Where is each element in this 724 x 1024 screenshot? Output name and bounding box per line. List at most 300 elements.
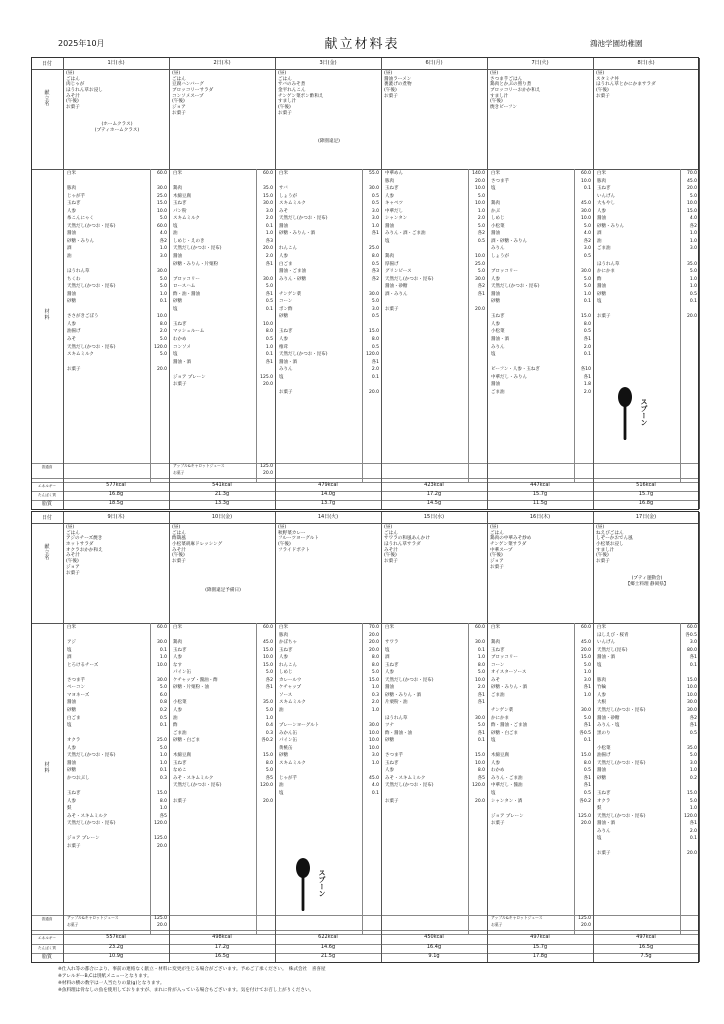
- material-qty: 10.0: [686, 201, 697, 207]
- fat-value: 21.5g: [320, 953, 336, 959]
- material-name: ブロッコリー: [491, 655, 518, 661]
- material-qty: 3.0: [583, 246, 591, 252]
- material-qty: 0.5: [371, 201, 379, 207]
- material-qty: 各10: [580, 367, 591, 373]
- material-qty: 30.0: [368, 723, 379, 729]
- material-name: 竹輪: [597, 685, 606, 691]
- material-qty: 0.8: [159, 700, 167, 706]
- material-name: マヨネーズ: [67, 692, 90, 698]
- material-qty: 30.0: [262, 201, 273, 207]
- material-row: [597, 186, 697, 194]
- material-name: みそ: [491, 677, 500, 683]
- material-qty: 8.0: [477, 768, 485, 774]
- fat-value: 16.8g: [638, 500, 654, 506]
- material-qty: 125.0: [154, 836, 167, 842]
- material-name: 木綿豆腐: [173, 193, 191, 199]
- material-row: [67, 791, 167, 799]
- material-row: [67, 246, 167, 254]
- material-name: 豚肉: [385, 178, 394, 184]
- material-qty: 25.0: [474, 261, 485, 267]
- menu-item: 酢鶏風: [172, 536, 186, 542]
- material-name: 醤油: [597, 284, 606, 290]
- material-row: [279, 284, 379, 292]
- material-row: [279, 292, 379, 300]
- material-name: 砂糖: [385, 738, 394, 744]
- material-qty: 各5: [265, 775, 273, 781]
- material-row: [279, 299, 379, 307]
- menu-list: [384, 71, 486, 99]
- material-name: 砂糖: [491, 299, 500, 305]
- material-name: お菓子: [385, 798, 399, 804]
- material-row: [385, 201, 485, 209]
- material-qty: 15.0: [262, 647, 273, 653]
- material-qty: 60.0: [262, 625, 273, 630]
- material-qty: 25.0: [156, 738, 167, 744]
- material-name: 中華だし: [385, 208, 403, 214]
- material-name: 油: [597, 238, 602, 244]
- material-name: 酒: [385, 655, 390, 661]
- material-row: [67, 640, 167, 648]
- material-qty: 10.0: [156, 314, 167, 320]
- material-row: [279, 231, 379, 239]
- material-name: サワラ: [385, 640, 399, 646]
- material-qty: 1.0: [583, 692, 591, 698]
- material-qty: 10.0: [580, 178, 591, 184]
- material-name: 天然だし(かつお・昆布): [597, 760, 646, 766]
- material-row: [491, 186, 591, 194]
- energy-value: 498kcal: [212, 934, 232, 940]
- material-name: みりん・酒・ごま油: [385, 231, 426, 237]
- material-name: シャンタン: [385, 216, 408, 222]
- material-qty: 0.1: [583, 186, 591, 192]
- material-qty: 5.0: [265, 708, 273, 714]
- menu-item: しぞーかおでん風: [596, 536, 633, 542]
- material-qty: 1.0: [583, 291, 591, 297]
- material-name: 天然だし(かつお・昆布): [385, 677, 434, 683]
- material-row: [67, 345, 167, 353]
- material-qty: 3.0: [371, 753, 379, 759]
- material-row: [67, 655, 167, 663]
- material-name: 天然だし(かつお・昆布): [67, 284, 116, 290]
- material-row: [597, 761, 697, 769]
- protein-value: 23.2g: [108, 944, 124, 950]
- materials-list: [491, 171, 591, 397]
- material-row: [173, 783, 273, 791]
- material-row: [597, 625, 697, 633]
- material-qty: 8.0: [477, 662, 485, 668]
- material-name: 醤油: [279, 223, 288, 229]
- material-row: [491, 390, 591, 398]
- material-name: ほうれん草: [385, 715, 408, 721]
- material-qty: 各1: [583, 775, 591, 781]
- material-qty: 5.0: [159, 284, 167, 290]
- material-row: [67, 738, 167, 746]
- menu-item: ジョア: [66, 564, 80, 570]
- material-name: 黒のり: [597, 730, 611, 736]
- material-qty: 各1: [689, 655, 697, 661]
- snack-qty: 20.0: [262, 471, 273, 476]
- material-qty: 1.0: [159, 760, 167, 766]
- material-qty: 5.0: [477, 723, 485, 729]
- material-name: 醤油・酒: [597, 821, 615, 827]
- material-row: [597, 738, 697, 746]
- material-qty: 3.0: [371, 306, 379, 312]
- material-name: グリンピース: [385, 269, 412, 275]
- material-name: 鶏肉: [173, 186, 182, 192]
- material-name: 糸こんにゃく: [67, 216, 94, 222]
- material-qty: 1.0: [689, 238, 697, 244]
- material-name: みりん・砂糖: [279, 276, 306, 282]
- material-name: スキムミルク: [67, 352, 94, 358]
- material-row: [491, 254, 591, 262]
- spoon-label: スプーン: [640, 398, 648, 426]
- column-divider: [593, 58, 594, 509]
- material-qty: 30.0: [156, 186, 167, 192]
- material-name: 酒: [597, 231, 602, 237]
- material-name: 醤油: [597, 768, 606, 774]
- menu-item: (午後): [278, 105, 291, 111]
- menu-item: お菓子: [596, 559, 610, 565]
- material-name: 人参: [67, 745, 76, 751]
- column-divider: [275, 512, 276, 962]
- material-qty: 30.0: [368, 291, 379, 297]
- material-row: [597, 836, 697, 844]
- fat-value: 10.9g: [108, 953, 124, 959]
- material-name: 人参: [173, 655, 182, 661]
- material-row: [173, 655, 273, 663]
- material-qty: 30.0: [156, 640, 167, 646]
- material-row: [597, 768, 697, 776]
- material-qty: 5.0: [159, 276, 167, 282]
- material-row: [491, 738, 591, 746]
- label-day: 日付: [41, 61, 52, 67]
- snack-name: お菓子: [491, 922, 503, 927]
- material-qty: 8.0: [583, 760, 591, 766]
- menu-item: お菓子: [66, 105, 80, 111]
- material-name: お菓子: [173, 382, 187, 388]
- material-qty: 5.0: [371, 299, 379, 305]
- material-qty: 3.0: [689, 760, 697, 766]
- material-qty: 10.0: [156, 208, 167, 214]
- material-row: [491, 345, 591, 353]
- menu-list: [278, 525, 380, 553]
- label-menu: 献立名: [44, 90, 50, 107]
- day-header: 10日(金): [211, 514, 233, 520]
- menu-item: チンゲン菜サラダ: [490, 542, 527, 548]
- material-qty: 70.0: [686, 171, 697, 176]
- spoon-label: スプーン: [318, 869, 326, 897]
- material-name: ジョア プレーン: [491, 813, 524, 819]
- materials-list: [173, 625, 273, 806]
- material-row: [385, 246, 485, 254]
- material-name: 人参: [385, 670, 394, 676]
- material-row: [597, 700, 697, 708]
- material-name: スキムミルク: [173, 216, 200, 222]
- material-name: さつま芋: [491, 178, 509, 184]
- material-qty: 10.0: [474, 760, 485, 766]
- material-qty: 4.0: [371, 783, 379, 789]
- material-qty: 20.0: [580, 821, 591, 827]
- material-row: [597, 776, 697, 784]
- material-name: 酒: [67, 246, 72, 252]
- material-qty: 2.0: [265, 254, 273, 260]
- menu-item: フライドポテト: [278, 547, 311, 553]
- material-qty: 0.1: [477, 738, 485, 744]
- material-name: スキムミルク: [279, 760, 306, 766]
- material-name: 玉ねぎ: [173, 760, 187, 766]
- material-row: [597, 670, 697, 678]
- material-row: [67, 708, 167, 716]
- material-name: 酒・みりん: [385, 291, 408, 297]
- material-name: 小松菜: [597, 745, 611, 751]
- label-snack: 普通食: [41, 917, 53, 921]
- material-qty: 10.0: [368, 738, 379, 744]
- material-qty: 55.0: [368, 171, 379, 176]
- material-qty: 5.0: [689, 798, 697, 804]
- material-row: [385, 171, 485, 179]
- material-qty: 0.1: [371, 791, 379, 797]
- material-qty: 5.0: [689, 193, 697, 199]
- menu-item: ねえびごはん: [596, 530, 624, 536]
- material-qty: 5.0: [265, 670, 273, 676]
- material-name: 玉ねぎ: [173, 321, 187, 327]
- material-qty: 0.1: [583, 352, 591, 358]
- material-qty: 45.0: [580, 640, 591, 646]
- menu-item: サバのみそ煮: [278, 82, 306, 88]
- material-row: [173, 738, 273, 746]
- material-name: 玉ねぎ: [597, 186, 611, 192]
- material-row: [173, 685, 273, 693]
- material-qty: 10.0: [262, 321, 273, 327]
- material-row: [597, 708, 697, 716]
- material-row: [385, 670, 485, 678]
- menu-item: (昼): [490, 525, 499, 530]
- material-qty: 各0.5: [579, 730, 591, 736]
- material-row: [597, 731, 697, 739]
- material-name: みそ・スキムミルク: [385, 775, 426, 781]
- day-header: 15日(水): [423, 514, 445, 520]
- menu-item: 醤油ラーメン: [384, 76, 412, 82]
- material-row: [597, 791, 697, 799]
- material-qty: 0.1: [159, 768, 167, 774]
- material-name: ベーコン: [67, 685, 85, 691]
- material-name: 醤油: [173, 254, 182, 260]
- material-row: [491, 352, 591, 360]
- material-name: 玉ねぎ: [173, 201, 187, 207]
- material-row: [279, 648, 379, 656]
- menu-item: (降園遠足予備日): [205, 587, 241, 593]
- material-row: [173, 201, 273, 209]
- material-name: なめこ: [173, 768, 187, 774]
- menu-item: (昼): [172, 525, 181, 530]
- snack-qty: 125.0: [154, 916, 167, 921]
- material-row: [385, 179, 485, 187]
- materials-list: [67, 171, 167, 375]
- protein-value: 16.8g: [108, 491, 124, 497]
- material-qty: 各2: [159, 238, 167, 244]
- material-row: [597, 753, 697, 761]
- material-qty: 各1: [583, 337, 591, 343]
- menu-item: 鶏肉の中華みそ炒め: [490, 536, 532, 542]
- material-qty: 0.1: [689, 299, 697, 305]
- material-row: [173, 179, 273, 187]
- material-name: 小松菜: [491, 223, 505, 229]
- menu-item: ごはん: [66, 76, 80, 82]
- material-row: [597, 314, 697, 322]
- menu-item: お菓子: [384, 93, 398, 99]
- material-name: お菓子: [597, 314, 611, 320]
- material-name: カレールウ: [279, 677, 302, 683]
- material-name: 玉ねぎ: [279, 647, 293, 653]
- material-qty: 2.0: [583, 344, 591, 350]
- material-row: [67, 329, 167, 337]
- material-row: [491, 307, 591, 315]
- material-row: [173, 382, 273, 390]
- material-row: [385, 186, 485, 194]
- material-qty: 各1: [477, 730, 485, 736]
- material-name: みそ: [67, 337, 76, 343]
- material-qty: 1.0: [159, 655, 167, 661]
- material-row: [385, 633, 485, 641]
- material-name: 木綿豆腐: [173, 753, 191, 759]
- menu-list: [596, 71, 698, 99]
- material-row: [385, 791, 485, 799]
- snack-qty: 20.0: [580, 923, 591, 928]
- material-row: [67, 693, 167, 701]
- material-row: [279, 783, 379, 791]
- material-qty: 各2: [583, 238, 591, 244]
- material-name: ちくわ: [67, 276, 81, 282]
- material-row: [385, 783, 485, 791]
- material-row: [173, 345, 273, 353]
- material-qty: 140.0: [472, 171, 485, 176]
- material-row: [67, 314, 167, 322]
- material-row: [491, 337, 591, 345]
- material-name: 醤油: [67, 700, 76, 706]
- material-name: 白米: [279, 625, 288, 630]
- material-qty: 2.0: [477, 216, 485, 222]
- row-divider: [32, 478, 698, 479]
- material-row: [597, 201, 697, 209]
- protein-value: 16.5g: [638, 944, 654, 950]
- column-divider: [487, 512, 488, 962]
- material-row: [67, 844, 167, 852]
- menu-item: 焼きビーフン: [490, 105, 517, 111]
- material-row: [173, 314, 273, 322]
- material-row: [173, 716, 273, 724]
- protein-value: 15.7g: [532, 491, 548, 497]
- material-qty: 2.0: [477, 685, 485, 691]
- material-qty: 4.0: [583, 231, 591, 237]
- material-name: 人参: [491, 276, 500, 282]
- menu-item: お菓子: [66, 570, 80, 576]
- week-table-2: [31, 511, 699, 963]
- material-name: しょうが: [279, 193, 297, 199]
- material-name: 小松菜: [173, 700, 187, 706]
- material-name: いんげん: [597, 640, 615, 646]
- material-name: 砂糖: [279, 314, 288, 320]
- menu-list: [490, 525, 592, 571]
- material-qty: 3.0: [689, 246, 697, 252]
- material-row: [491, 269, 591, 277]
- menu-item: 小松菜お浸し: [596, 542, 624, 548]
- material-row: [67, 239, 167, 247]
- material-qty: 35.0: [262, 186, 273, 192]
- material-row: [597, 171, 697, 179]
- material-row: [491, 171, 591, 179]
- material-qty: 1.0: [689, 806, 697, 812]
- fat-value: 7.5g: [640, 953, 652, 959]
- material-name: 醤油: [385, 685, 394, 691]
- menu-item: オクラおかか和え: [66, 547, 103, 553]
- material-row: [491, 179, 591, 187]
- material-row: [597, 799, 697, 807]
- material-qty: 0.5: [265, 299, 273, 305]
- material-name: 玉ねぎ: [173, 647, 187, 653]
- material-row: [491, 314, 591, 322]
- material-name: 塩: [491, 791, 496, 797]
- menu-item: ほうれん草お浸し: [66, 88, 103, 94]
- menu-item: みそ汁: [384, 547, 398, 553]
- material-qty: 120.0: [472, 783, 485, 789]
- material-row: [597, 216, 697, 224]
- material-name: チンゲン菜: [279, 291, 302, 297]
- material-row: [491, 284, 591, 292]
- material-qty: 15.0: [368, 677, 379, 683]
- snack-row: [67, 923, 167, 928]
- material-qty: 各1: [265, 261, 273, 267]
- material-row: [67, 186, 167, 194]
- material-name: ほうれん草: [67, 269, 90, 275]
- material-name: みそ: [279, 208, 288, 214]
- material-name: 椎茸: [279, 344, 288, 350]
- material-name: 酒・砂糖・みりん: [491, 238, 527, 244]
- menu-item: (午後): [596, 88, 609, 94]
- material-row: [279, 337, 379, 345]
- energy-value: 447kcal: [530, 482, 550, 488]
- material-row: [597, 269, 697, 277]
- material-row: [279, 246, 379, 254]
- material-row: [67, 269, 167, 277]
- material-row: [597, 829, 697, 837]
- column-divider: [699, 512, 700, 962]
- material-row: [597, 723, 697, 731]
- material-name: お菓子: [173, 798, 187, 804]
- material-name: 白ごま: [279, 261, 293, 267]
- material-name: 砂糖・みりん: [597, 223, 624, 229]
- menu-item: ごはん: [172, 530, 186, 536]
- material-name: 砂糖・白ごま: [173, 738, 200, 744]
- material-qty: 15.0: [686, 208, 697, 214]
- fat-value: 14.5g: [426, 500, 442, 506]
- material-row: [385, 761, 485, 769]
- material-row: [279, 254, 379, 262]
- menu-item: (午後): [490, 553, 503, 559]
- material-qty: 各1: [583, 723, 591, 729]
- menu-item: お菓子: [384, 559, 398, 565]
- material-row: [173, 186, 273, 194]
- material-name: 人参: [597, 208, 606, 214]
- material-qty: 各1: [477, 291, 485, 297]
- menu-item: (昼): [278, 71, 287, 76]
- material-row: [173, 329, 273, 337]
- material-qty: 25.0: [156, 193, 167, 199]
- day-header: 2日(木): [213, 60, 231, 66]
- material-name: マッシュルーム: [173, 329, 205, 335]
- material-qty: 15.0: [262, 193, 273, 199]
- material-row: [67, 284, 167, 292]
- material-qty: 0.5: [371, 344, 379, 350]
